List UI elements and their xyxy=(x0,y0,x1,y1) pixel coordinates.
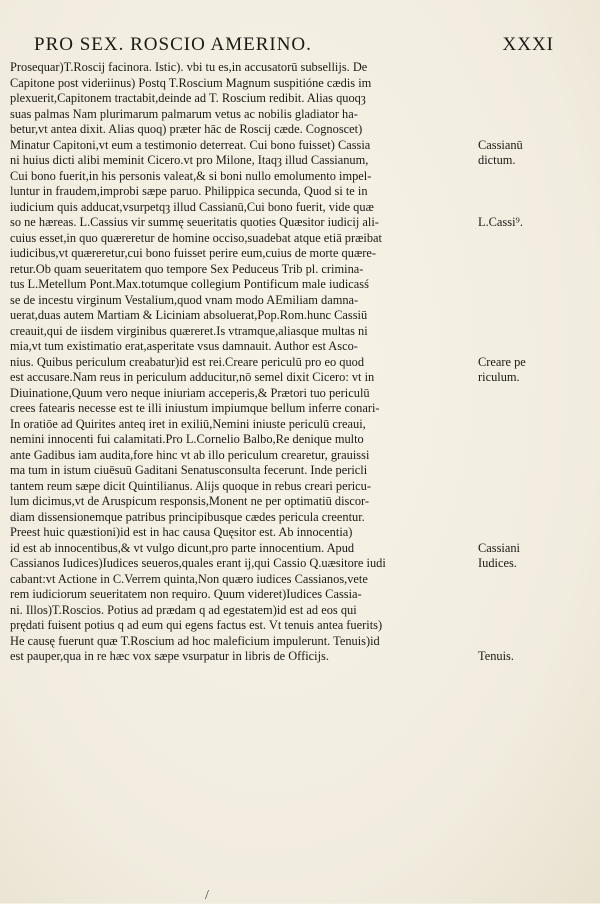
text-line: Minatur Capitoni,vt eum a testimonio deterreat. Cui bono fuisset) Cassia xyxy=(10,137,371,152)
text-line: id est ab innocentibus,& vt vulgo dicunt,pro parte innocentium. Apud xyxy=(10,540,355,555)
text-line: Preest huic quæstioni)id est in hac causa Quęsitor est. Ab innocentia) xyxy=(10,525,353,539)
folio-number: XXXI xyxy=(502,34,554,55)
text-line: nemini innocenti fui calamitati.Pro L.Cornelio Balbo,Re denique multo xyxy=(10,432,364,446)
text-line: est pauper,qua in re hæc vox sæpe vsurpatur in libris de Officijs. xyxy=(10,649,329,663)
text-line: Cassianos Iudices)Iudices seueros,quales erant ij,qui Cassio Q.uæsitore iudi xyxy=(10,556,386,570)
text-line: cabant:vt Actione in C.Verrem quinta,Non quæro iudices Cassianos,vete xyxy=(10,571,368,586)
text-line: ni huius dicti alibi meminit Cicero.vt pro Milone, Itaqȝ illud Cassianum, xyxy=(10,153,369,167)
text-line: tantem reum sæpe dicit Quintilianus. Alijs quoque in rebus creari pericu- xyxy=(10,478,371,493)
text-line: prędati fuisent potius q ad eum qui egens factus est. Vt tenuis antea fuerits) xyxy=(10,618,383,632)
text-line: Cui bono fuerit,in his personis valeat,& si boni nullo emolumento impel- xyxy=(10,168,372,183)
margin-note: riculum. xyxy=(478,370,520,384)
text-line: so ne hæreas. L.Cassius vir summę seueritatis quoties Quæsitor iudicij ali- xyxy=(10,215,379,229)
margin-note: Cassiani xyxy=(478,540,520,555)
text-line: ni. Illos)T.Roscios. Potius ad prædam q ad egestatem)id est ad eos qui xyxy=(10,602,357,617)
text-line: Capitone post videriinus) Postq T.Roscium Magnum suspitióne cædis im xyxy=(10,75,372,90)
text-line: creauit,qui de iisdem virginibus quæreret.Is vtramque,aliasque multas ni xyxy=(10,323,368,338)
text-line: Prosequar)T.Roscij facinora. Istic). vbi tu es,in accusatorū subsellijs. De xyxy=(10,60,368,74)
margin-note: Cassianū xyxy=(478,137,523,152)
commentary-text xyxy=(10,60,472,665)
text-line: suas palmas Nam plurimarum palmarum vetus ac nobilis gladiator ha- xyxy=(10,106,358,121)
margin-note: Tenuis. xyxy=(478,649,514,663)
text-line: est accusare.Nam reus in periculum adducitur,nō semel dixit Cicero: vt in xyxy=(10,370,375,384)
text-line: tus L.Metellum Pont.Max.totumque collegium Pontificum male iudicasś xyxy=(10,277,369,291)
running-title: PRO SEX. ROSCIO AMERINO. xyxy=(34,34,312,55)
text-line: diam dissensionemque patribus principibusque cædes pericula creentur. xyxy=(10,509,365,524)
text-line: betur,vt antea dixit. Alias quoq) præter hāc de Roscij cæde. Cognoscet) xyxy=(10,122,363,136)
text-line: iudicium quis adducat,vsurpetqȝ illud Cassianū,Cui bono fuerit, vide quæ xyxy=(10,199,374,214)
footer-mark: / xyxy=(205,888,209,903)
text-line: ante Gadibus iam audita,fore hinc vt ab illo periculum crearetur, grauissi xyxy=(10,447,370,462)
text-line: He causę fuerunt quæ T.Roscium ad hoc maleficium impulerunt. Tenuis)id xyxy=(10,633,380,648)
text-line: se de incestu virginum Vestalium,quod vnam modo AEmiliam damna- xyxy=(10,292,359,307)
text-line: nius. Quibus periculum creabatur)id est rei.Creare periculū pro eo quod xyxy=(10,354,365,369)
text-line: plexuerit,Capitonem tractabit,deinde ad T. Roscium redibit. Alias quoqȝ xyxy=(10,91,366,105)
text-line: Diuinatione,Quum vero neque iniuriam acceperis,& Prætori tuo periculū xyxy=(10,385,370,400)
margin-note: L.Cassi⁹. xyxy=(478,215,523,229)
text-line: ma tum in istum ciuēsuū Gaditani Senatusconsulta fecerunt. Inde pericli xyxy=(10,463,368,477)
text-line: In oratiōe ad Quirites anteq iret in exiliū,Nemini iniuste periculū creaui, xyxy=(10,416,366,431)
text-line: luntur in fraudem,improbi sæpe paruo. Philippica secunda, Quod si te in xyxy=(10,184,368,198)
text-line: retur.Ob quam seueritatem quo tempore Sex Peduceus Trib pl. crimina- xyxy=(10,261,364,276)
text-line: mia,vt tum existimatio erat,asperitate vsus damnauit. Author est Asco- xyxy=(10,339,358,353)
margin-note: Iudices. xyxy=(478,556,517,570)
text-line: cuius esset,in quo quæreretur de homine occiso,suadebat atque etiā præibat xyxy=(10,230,382,245)
text-line: uerat,duas autem Martiam & Liciniam absoluerat,Pop.Rom.hunc Cassiū xyxy=(10,308,368,322)
text-line: crees fatearis necesse est te illi iniustum impiumque bellum inferre conari- xyxy=(10,401,380,415)
text-line: rem iudiciorum seueritatem non requiro. Quum videret)Iudices Cassia- xyxy=(10,587,362,601)
margin-note: Creare pe xyxy=(478,354,526,369)
text-line: lum dicimus,vt de Aruspicum responsis,Monent ne per optimatiū discor- xyxy=(10,494,370,508)
text-line: iudicibus,vt quæreretur,cui bono fuisset perire eum,cuius de morte quære- xyxy=(10,246,376,260)
margin-note: dictum. xyxy=(478,153,516,167)
